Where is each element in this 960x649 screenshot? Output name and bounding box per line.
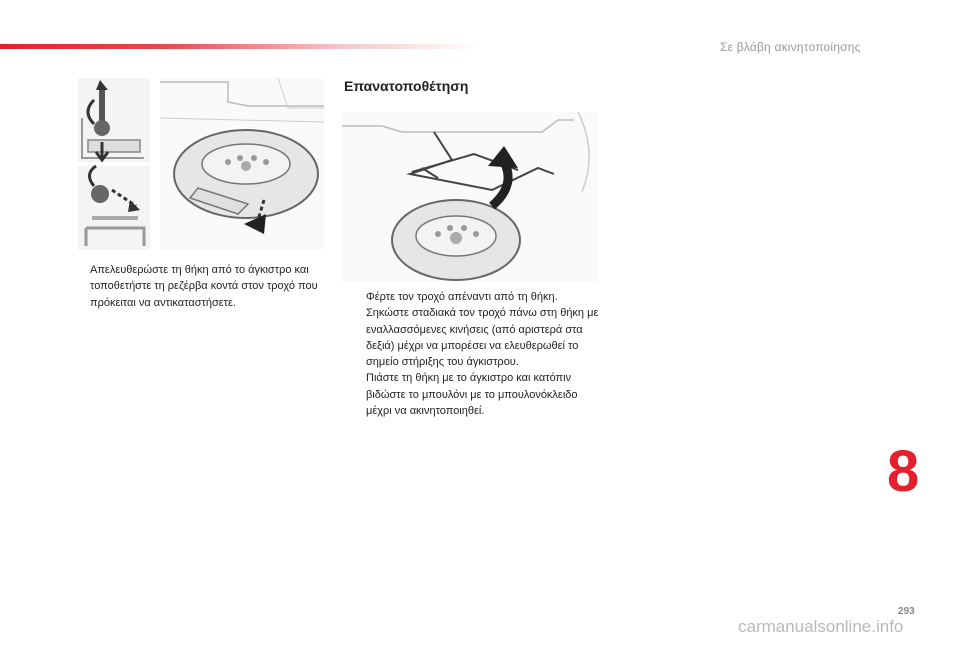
chapter-number: 8 [887, 439, 920, 504]
hook-detail-bottom [78, 166, 150, 250]
header-accent-bar [0, 44, 480, 49]
list-item [68, 262, 330, 311]
watermark: carmanualsonline.info [738, 617, 904, 636]
spare-wheel [392, 200, 520, 280]
page-number: 293 [898, 606, 915, 617]
section-title: Σε βλάβη ακινητοποίησης [720, 40, 861, 54]
removal-steps [68, 262, 330, 311]
list-item [344, 370, 606, 419]
refitting-steps [344, 289, 606, 419]
page-heading: Επανατοποθέτηση [344, 78, 469, 94]
step-text: Πιάστε τη θήκη με το άγκιστρο και κατόπιν βιδώστε το μπουλόνι με το μπουλονόκλειδο μέχρι να ακινητοποιηθεί. [366, 372, 578, 418]
refitting-illustration [342, 112, 598, 282]
step-text: Απελευθερώστε τη θήκη από το άγκιστρο και τοποθετήστε τη ρεζέρβα κοντά στον τροχό που πρόκειται να αντικαταστήσετε. [90, 264, 318, 309]
list-item [344, 305, 606, 370]
hook-detail-top [78, 78, 150, 162]
step-text: Φέρτε τον τροχό απέναντι από τη θήκη. [366, 291, 558, 303]
step-text: Σηκώστε σταδιακά τον τροχό πάνω στη θήκη με εναλλασσόμενες κινήσεις (από αριστερά στα δεξιά) μέχρι να μπορέσει να ελευθερωθεί το σημείο στήριξης του άγκιστρου. [366, 307, 599, 369]
removal-illustration [78, 78, 324, 250]
list-item [344, 289, 606, 305]
